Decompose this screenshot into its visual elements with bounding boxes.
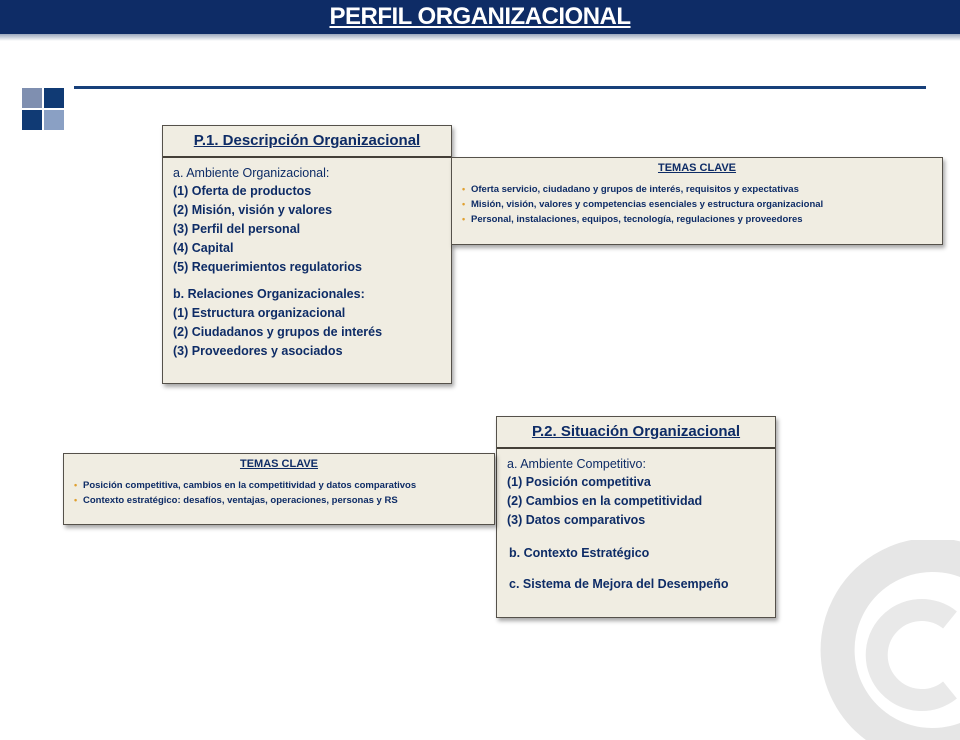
p1-item: (5) Requerimientos regulatorios	[173, 260, 362, 274]
logo-square	[44, 110, 64, 130]
p2-body	[497, 449, 775, 600]
temas-item: • Personal, instalaciones, equipos, tecnología, regulaciones y proveedores	[462, 212, 942, 227]
p1-item: (1) Estructura organizacional	[173, 306, 346, 320]
temas-list	[64, 478, 494, 508]
p1-title: P.1. Descripción Organizacional	[163, 126, 451, 158]
temas-clave-panel-2	[63, 453, 495, 525]
p2-title: P.2. Situación Organizacional	[497, 417, 775, 449]
p2-section-b: b. Contexto Estratégico	[509, 546, 650, 560]
p1-section-b: b. Relaciones Organizacionales:	[173, 287, 365, 301]
temas-clave-title: TEMAS CLAVE	[657, 162, 737, 174]
header-rule	[74, 86, 926, 89]
logo-square	[44, 88, 64, 108]
p1-item: (4) Capital	[173, 241, 234, 255]
page-title: PERFIL ORGANIZACIONAL	[329, 3, 631, 30]
p1-body	[163, 158, 451, 367]
temas-clave-title: TEMAS CLAVE	[239, 458, 319, 470]
p2-item: (2) Cambios en la competitividad	[507, 494, 703, 508]
p2-section-c: c. Sistema de Mejora del Desempeño	[509, 577, 729, 591]
p1-section-a: a. Ambiente Organizacional:	[173, 166, 330, 180]
p1-item: (2) Ciudadanos y grupos de interés	[173, 325, 383, 339]
logo-squares	[22, 88, 66, 132]
temas-item: • Contexto estratégico: desafíos, ventajas, operaciones, personas y RS	[74, 493, 494, 508]
logo-square	[22, 110, 42, 130]
p1-item: (3) Perfil del personal	[173, 222, 301, 236]
p1-item: (2) Misión, visión y valores	[173, 203, 333, 217]
p2-item: (3) Datos comparativos	[507, 513, 646, 527]
p2-section-a: a. Ambiente Competitivo:	[507, 457, 646, 471]
temas-item: • Posición competitiva, cambios en la competitividad y datos comparativos	[74, 478, 494, 493]
temas-clave-panel-1	[451, 157, 943, 245]
p1-item: (3) Proveedores y asociados	[173, 344, 343, 358]
decorative-swirl-graphic	[790, 540, 960, 740]
p1-item: (1) Oferta de productos	[173, 184, 312, 198]
p1-panel	[162, 125, 452, 384]
temas-list	[452, 182, 942, 227]
p2-item: (1) Posición competitiva	[507, 475, 651, 489]
title-bar	[0, 0, 960, 34]
p2-panel	[496, 416, 776, 618]
temas-item: • Misión, visión, valores y competencias esenciales y estructura organizacional	[462, 197, 942, 212]
logo-square	[22, 88, 42, 108]
temas-item: • Oferta servicio, ciudadano y grupos de interés, requisitos y expectativas	[462, 182, 942, 197]
